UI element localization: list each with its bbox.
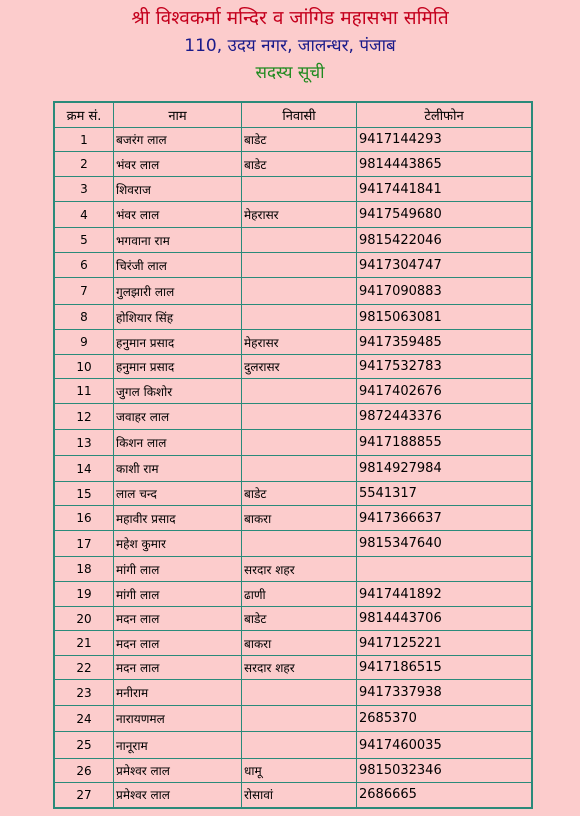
residence-cell: दुलरासर — [242, 355, 357, 379]
serial-cell: 7 — [54, 278, 114, 305]
table-row — [54, 631, 532, 656]
name-cell: भगवाना राम — [114, 228, 242, 253]
table-row — [54, 330, 532, 355]
telephone-cell: 9417532783 — [357, 355, 533, 379]
serial-cell: 19 — [54, 582, 114, 607]
col-header-name: नाम — [114, 102, 242, 128]
table-row — [54, 177, 532, 202]
name-cell: महेश कुमार — [114, 531, 242, 557]
table-row — [54, 128, 532, 152]
name-cell: नारायणमल — [114, 706, 242, 732]
residence-cell: सरदार शहर — [242, 557, 357, 582]
table-row — [54, 278, 532, 305]
table-header-row — [54, 102, 532, 128]
telephone-cell: 9417188855 — [357, 430, 533, 456]
name-cell: किशन लाल — [114, 430, 242, 456]
name-cell: प्रमेश्वर लाल — [114, 783, 242, 808]
serial-cell: 12 — [54, 404, 114, 430]
residence-cell — [242, 706, 357, 732]
residence-cell: रोसावां — [242, 783, 357, 808]
name-cell: हनुमान प्रसाद — [114, 355, 242, 379]
telephone-cell: 9417460035 — [357, 732, 533, 759]
table-row — [54, 430, 532, 456]
col-header-residence: निवासी — [242, 102, 357, 128]
telephone-cell: 9815347640 — [357, 531, 533, 557]
telephone-cell: 9815063081 — [357, 305, 533, 330]
name-cell: नानूराम — [114, 732, 242, 759]
residence-cell — [242, 278, 357, 305]
serial-cell: 1 — [54, 128, 114, 152]
telephone-cell: 5541317 — [357, 482, 533, 506]
serial-cell: 3 — [54, 177, 114, 202]
residence-cell: बाडेट — [242, 128, 357, 152]
table-row — [54, 732, 532, 759]
table-row — [54, 783, 532, 808]
telephone-cell: 2685370 — [357, 706, 533, 732]
residence-cell: बाकरा — [242, 631, 357, 656]
residence-cell: बाकरा — [242, 506, 357, 531]
name-cell: महावीर प्रसाद — [114, 506, 242, 531]
serial-cell: 26 — [54, 759, 114, 783]
telephone-cell: 9417359485 — [357, 330, 533, 355]
telephone-cell: 9417549680 — [357, 202, 533, 228]
telephone-cell: 9417090883 — [357, 278, 533, 305]
serial-cell: 16 — [54, 506, 114, 531]
serial-cell: 8 — [54, 305, 114, 330]
residence-cell: बाडेट — [242, 152, 357, 177]
serial-cell: 14 — [54, 456, 114, 482]
telephone-cell: 9872443376 — [357, 404, 533, 430]
page-title: श्री विश्वकर्मा मन्दिर व जांगिड महासभा समिति — [131, 7, 449, 29]
residence-cell: धामू — [242, 759, 357, 783]
table-row — [54, 557, 532, 582]
residence-cell: बाडेट — [242, 482, 357, 506]
serial-cell: 13 — [54, 430, 114, 456]
serial-cell: 11 — [54, 379, 114, 404]
table-row — [54, 379, 532, 404]
name-cell: भंवर लाल — [114, 152, 242, 177]
telephone-cell: 9814927984 — [357, 456, 533, 482]
telephone-cell: 9814443865 — [357, 152, 533, 177]
telephone-cell: 9417304747 — [357, 253, 533, 278]
telephone-cell: 9814443706 — [357, 607, 533, 631]
residence-cell: ढाणी — [242, 582, 357, 607]
serial-cell: 9 — [54, 330, 114, 355]
residence-cell — [242, 305, 357, 330]
serial-cell: 15 — [54, 482, 114, 506]
name-cell: मांगी लाल — [114, 557, 242, 582]
name-cell: लाल चन्द — [114, 482, 242, 506]
table-row — [54, 152, 532, 177]
table-row — [54, 456, 532, 482]
table-row — [54, 706, 532, 732]
residence-cell — [242, 430, 357, 456]
col-header-serial: क्रम सं. — [54, 102, 114, 128]
table-row — [54, 202, 532, 228]
table-row — [54, 607, 532, 631]
serial-cell: 17 — [54, 531, 114, 557]
name-cell: मनीराम — [114, 680, 242, 706]
name-cell: मांगी लाल — [114, 582, 242, 607]
table-row — [54, 253, 532, 278]
serial-cell: 24 — [54, 706, 114, 732]
telephone-cell: 9417441841 — [357, 177, 533, 202]
serial-cell: 6 — [54, 253, 114, 278]
residence-cell — [242, 253, 357, 278]
name-cell: मदन लाल — [114, 656, 242, 680]
serial-cell: 21 — [54, 631, 114, 656]
telephone-cell: 9417144293 — [357, 128, 533, 152]
serial-cell: 22 — [54, 656, 114, 680]
name-cell: गुलझारी लाल — [114, 278, 242, 305]
name-cell: जुगल किशोर — [114, 379, 242, 404]
telephone-cell: 9417125221 — [357, 631, 533, 656]
serial-cell: 27 — [54, 783, 114, 808]
residence-cell: मेहरासर — [242, 202, 357, 228]
telephone-cell: 9417402676 — [357, 379, 533, 404]
telephone-cell: 2686665 — [357, 783, 533, 808]
residence-cell — [242, 680, 357, 706]
col-header-telephone: टेलीफोन — [357, 102, 533, 128]
residence-cell — [242, 531, 357, 557]
table-row — [54, 482, 532, 506]
serial-cell: 4 — [54, 202, 114, 228]
name-cell: शिवराज — [114, 177, 242, 202]
table-row — [54, 355, 532, 379]
name-cell: बजरंग लाल — [114, 128, 242, 152]
residence-cell — [242, 732, 357, 759]
table-row — [54, 506, 532, 531]
serial-cell: 2 — [54, 152, 114, 177]
residence-cell — [242, 456, 357, 482]
name-cell: चिरंजी लाल — [114, 253, 242, 278]
name-cell: मदन लाल — [114, 607, 242, 631]
address-line: 110, उदय नगर, जालन्धर, पंजाब — [184, 36, 396, 56]
telephone-cell: 9417366637 — [357, 506, 533, 531]
table-row — [54, 531, 532, 557]
telephone-cell: 9417337938 — [357, 680, 533, 706]
table-row — [54, 228, 532, 253]
name-cell: मदन लाल — [114, 631, 242, 656]
table-row — [54, 305, 532, 330]
telephone-cell: 9815032346 — [357, 759, 533, 783]
table-row — [54, 680, 532, 706]
serial-cell: 18 — [54, 557, 114, 582]
name-cell: प्रमेश्वर लाल — [114, 759, 242, 783]
table-row — [54, 404, 532, 430]
table-row — [54, 656, 532, 680]
name-cell: जवाहर लाल — [114, 404, 242, 430]
name-cell: हनुमान प्रसाद — [114, 330, 242, 355]
serial-cell: 23 — [54, 680, 114, 706]
residence-cell: बाडेट — [242, 607, 357, 631]
serial-cell: 5 — [54, 228, 114, 253]
residence-cell: सरदार शहर — [242, 656, 357, 680]
residence-cell — [242, 404, 357, 430]
residence-cell — [242, 228, 357, 253]
serial-cell: 10 — [54, 355, 114, 379]
table-row — [54, 759, 532, 783]
member-table — [53, 101, 533, 809]
serial-cell: 20 — [54, 607, 114, 631]
residence-cell — [242, 177, 357, 202]
list-subtitle: सदस्य सूची — [255, 63, 325, 83]
serial-cell: 25 — [54, 732, 114, 759]
residence-cell: मेहरासर — [242, 330, 357, 355]
telephone-cell: 9815422046 — [357, 228, 533, 253]
name-cell: काशी राम — [114, 456, 242, 482]
telephone-cell — [357, 557, 533, 582]
residence-cell — [242, 379, 357, 404]
name-cell: भंवर लाल — [114, 202, 242, 228]
table-row — [54, 582, 532, 607]
telephone-cell: 9417186515 — [357, 656, 533, 680]
telephone-cell: 9417441892 — [357, 582, 533, 607]
name-cell: होशियार सिंह — [114, 305, 242, 330]
